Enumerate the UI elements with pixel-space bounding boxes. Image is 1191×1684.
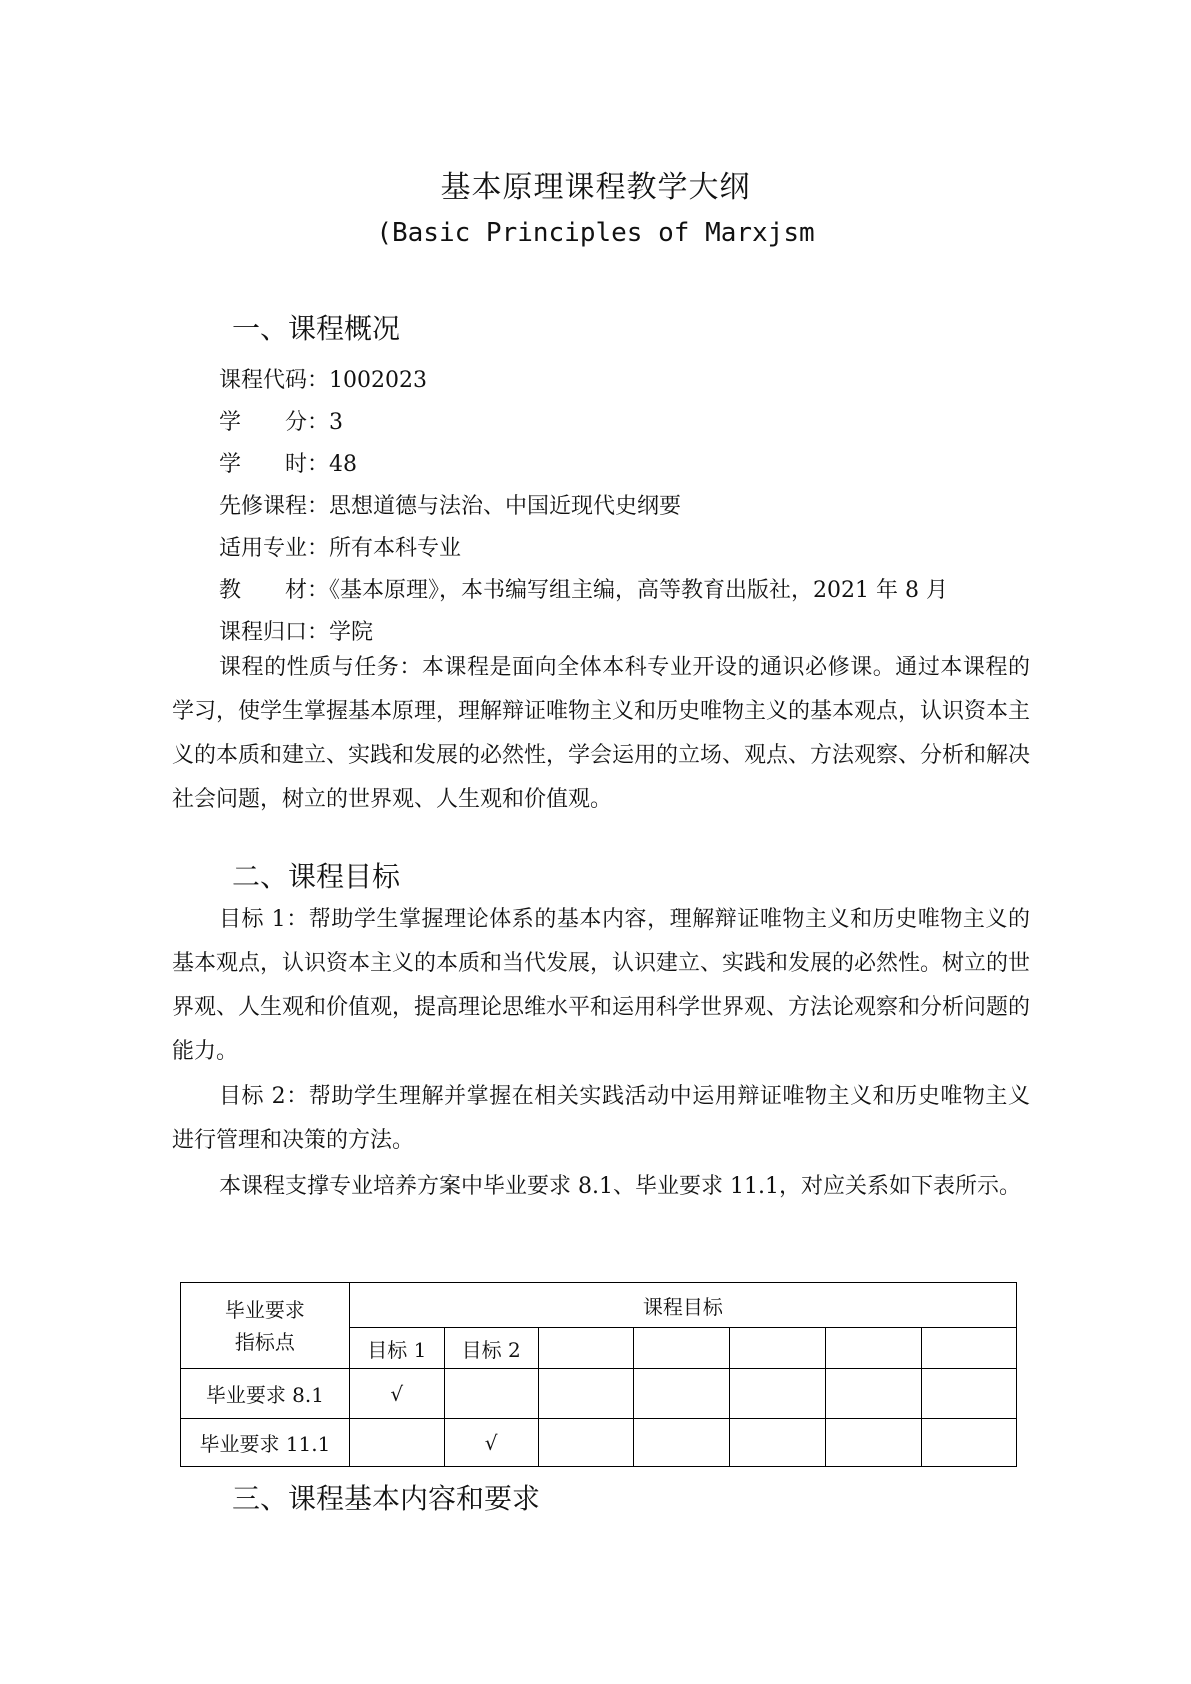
course-hours: 学 时：48 <box>219 452 357 477</box>
course-majors: 适用专业：所有本科专业 <box>219 536 462 561</box>
table-cell <box>922 1419 1017 1467</box>
header-requirement-cell <box>181 1283 350 1369</box>
table-row <box>181 1369 1017 1419</box>
document-subtitle: (Basic Principles of Marxjsm <box>376 218 815 248</box>
table-cell <box>634 1419 730 1467</box>
row-label: 毕业要求 8.1 <box>181 1369 350 1419</box>
cell-check: √ <box>349 1369 444 1419</box>
section-heading-content: 三、课程基本内容和要求 <box>232 1482 541 1515</box>
goal-col-5 <box>730 1328 826 1369</box>
cell-check: √ <box>444 1419 538 1467</box>
course-credits: 学 分：3 <box>219 410 343 435</box>
table-cell <box>730 1369 826 1419</box>
goal-col-2: 目标 2 <box>444 1328 538 1369</box>
table-cell <box>444 1369 538 1419</box>
header-requirement-line2: 指标点 <box>234 1329 295 1354</box>
table-row <box>181 1419 1017 1467</box>
row-label: 毕业要求 11.1 <box>181 1419 350 1467</box>
goal-col-1: 目标 1 <box>349 1328 444 1369</box>
header-goals-cell: 课程目标 <box>349 1283 1016 1328</box>
table-cell <box>826 1369 922 1419</box>
course-nature-paragraph: 课程的性质与任务：本课程是面向全体本科专业开设的通识必修课。通过本课程的学习，使学生掌握基本原理，理解辩证唯物主义和历史唯物主义的基本观点，认识资本主义的本质和建立、实践和发展的必然性，学会运用的立场、观点、方法观察、分析和解决社会问题，树立的世界观、人生观和价值观。 <box>172 655 1031 812</box>
table-cell <box>826 1419 922 1467</box>
goal-col-4 <box>634 1328 730 1369</box>
requirements-goals-table <box>180 1282 1017 1467</box>
table-cell <box>349 1419 444 1467</box>
course-code: 课程代码：1002023 <box>219 368 427 393</box>
course-prerequisites: 先修课程：思想道德与法治、中国近现代史纲要 <box>219 494 682 519</box>
goal-1-paragraph: 目标 1：帮助学生掌握理论体系的基本内容，理解辩证唯物主义和历史唯物主义的基本观点，认识资本主义的本质和当代发展，认识建立、实践和发展的必然性。树立的世界观、人生观和价值观，提高理论思维水平和运用科学世界观、方法论观察和分析问题的能力。 <box>172 907 1031 1064</box>
goal-2-paragraph: 目标 2：帮助学生理解并掌握在相关实践活动中运用辩证唯物主义和历史唯物主义进行管理和决策的方法。 <box>172 1084 1030 1153</box>
section-heading-overview: 一、课程概况 <box>232 312 401 345</box>
goal-col-3 <box>538 1328 634 1369</box>
table-cell <box>538 1419 634 1467</box>
document-title: 基本原理课程教学大纲 <box>440 170 751 205</box>
table-cell <box>538 1369 634 1419</box>
goal-col-6 <box>826 1328 922 1369</box>
goal-col-7 <box>922 1328 1017 1369</box>
section-heading-goals: 二、课程目标 <box>232 860 401 893</box>
table-cell <box>922 1369 1017 1419</box>
course-department: 课程归口：学院 <box>219 620 374 645</box>
header-requirement-line1: 毕业要求 <box>224 1297 305 1322</box>
table-cell <box>634 1369 730 1419</box>
support-paragraph: 本课程支撑专业培养方案中毕业要求 8.1、毕业要求 11.1，对应关系如下表所示。 <box>219 1174 1021 1199</box>
table-cell <box>730 1419 826 1467</box>
course-textbook: 教 材：《基本原理》，本书编写组主编，高等教育出版社，2021 年 8 月 <box>219 578 948 603</box>
